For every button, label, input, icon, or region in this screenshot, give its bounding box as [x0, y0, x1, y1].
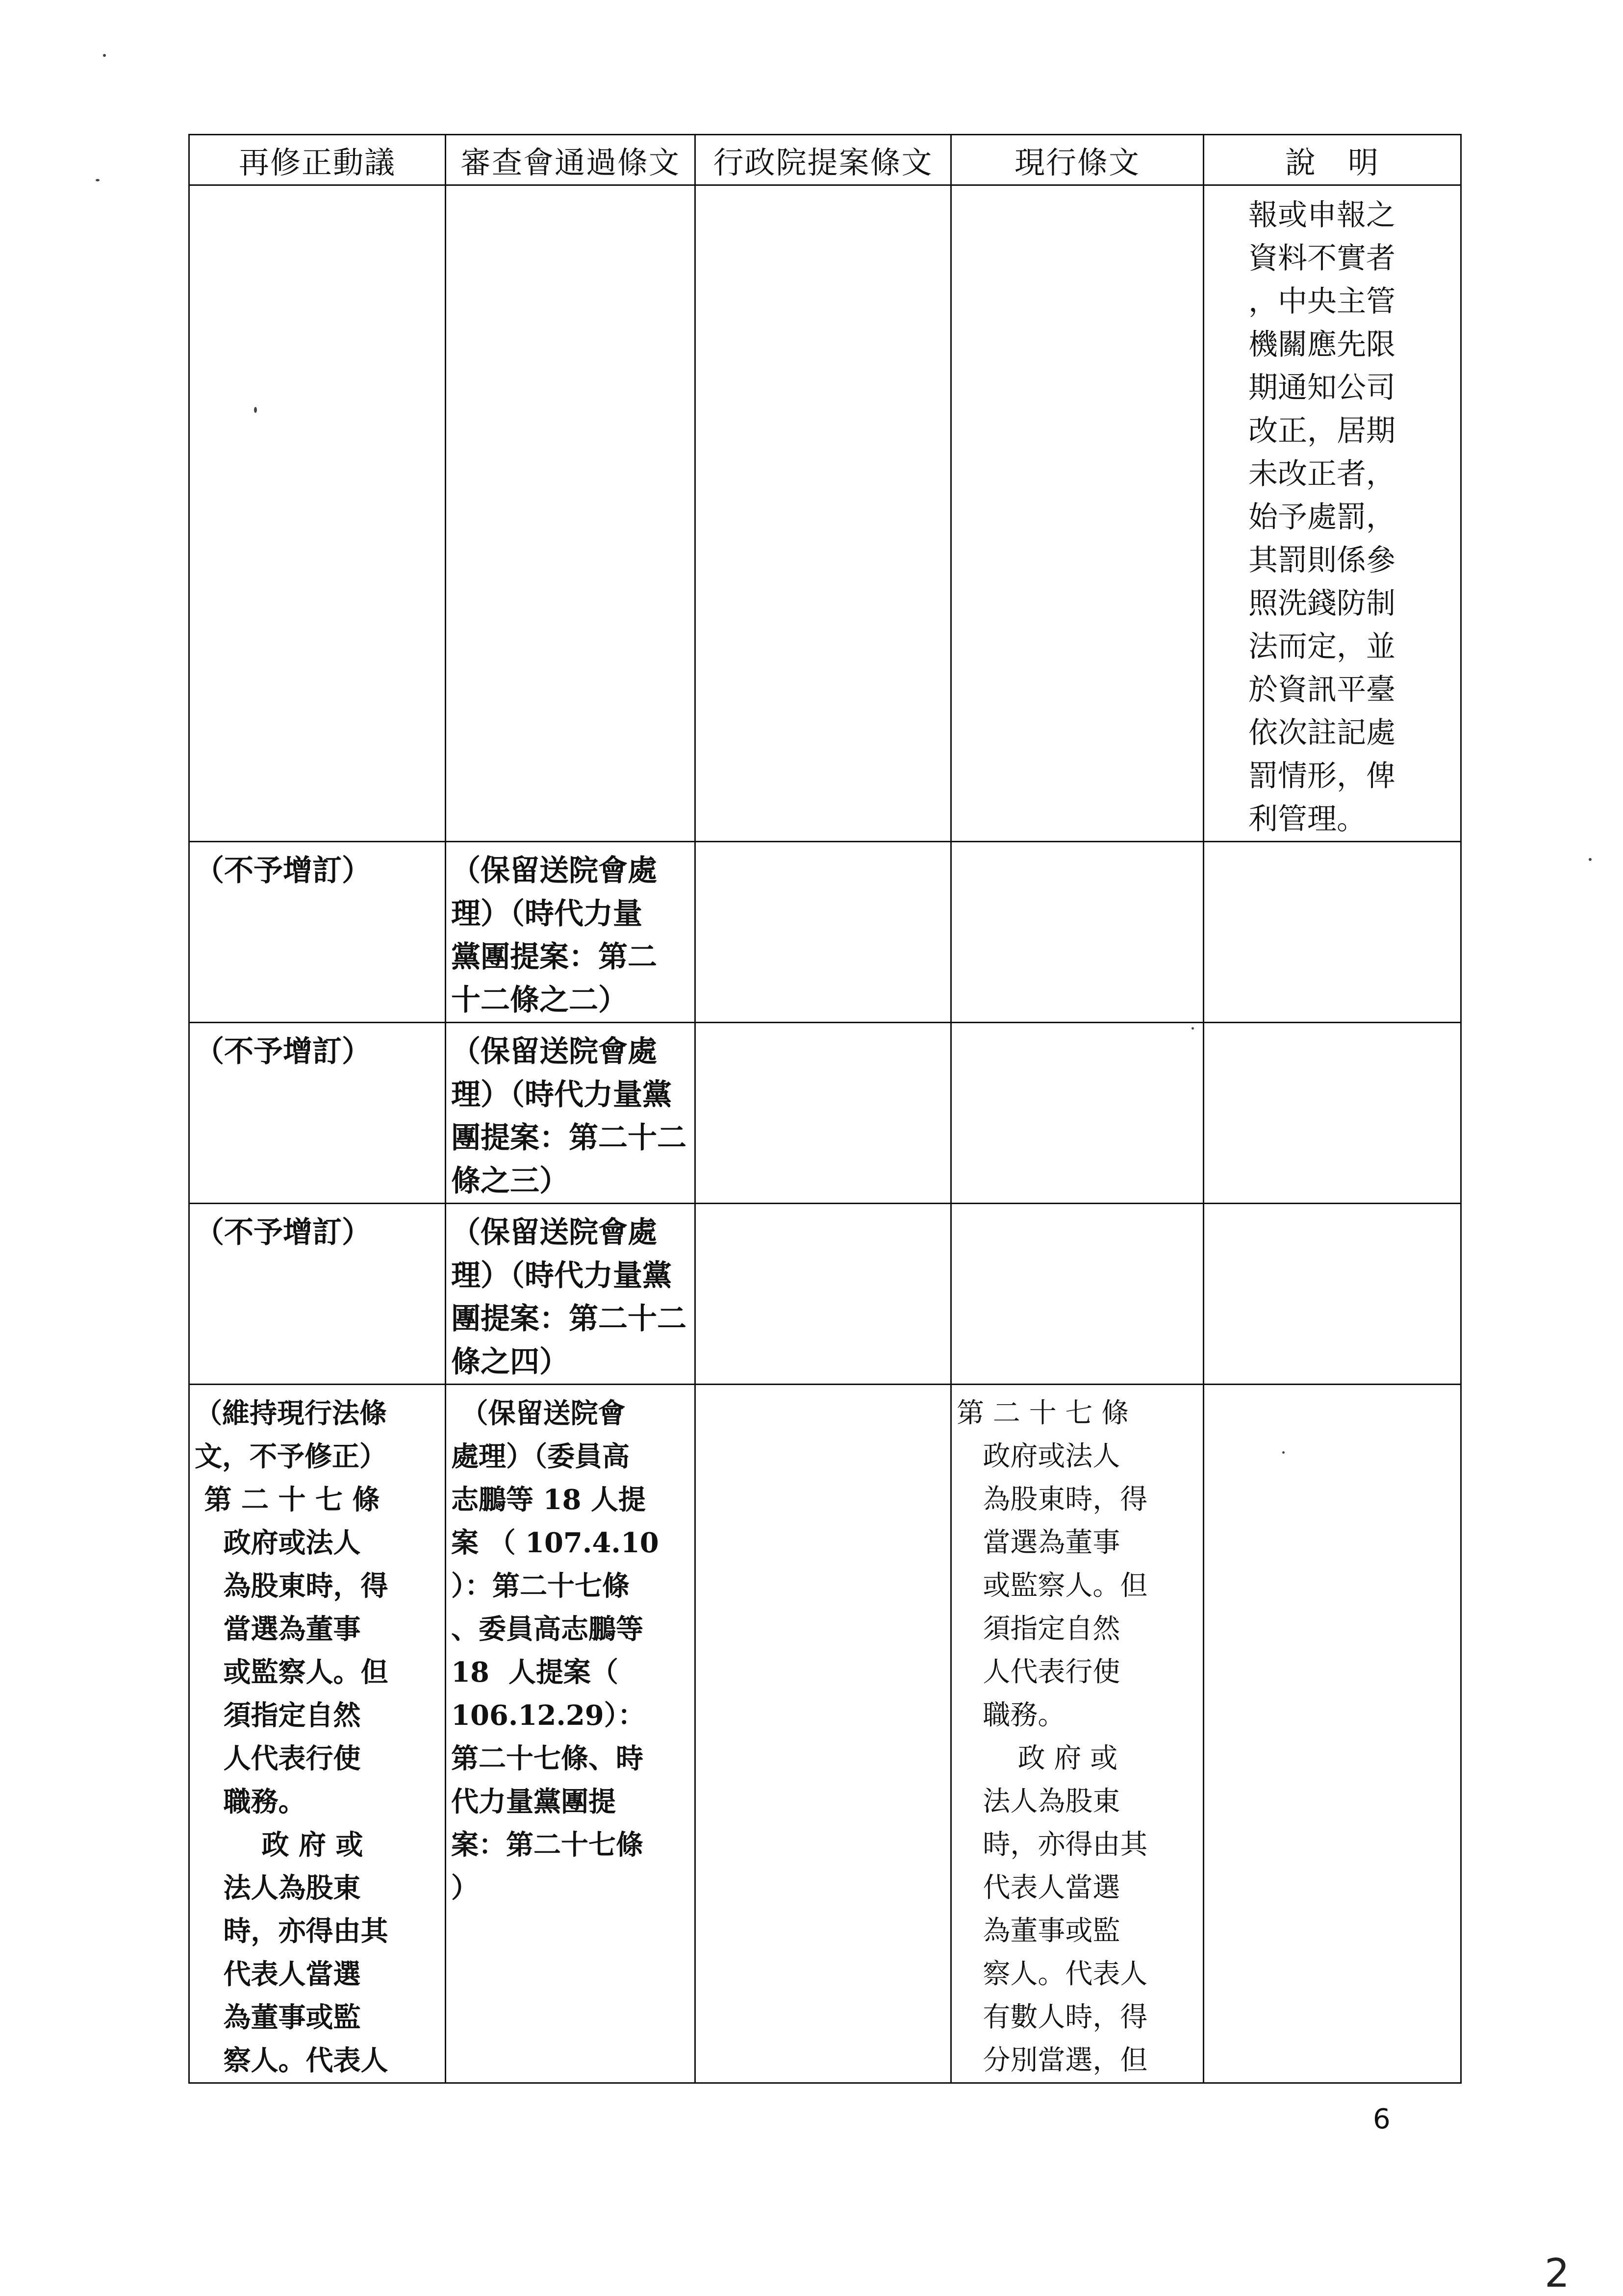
- header-cell-executive-proposal: 行政院提案條文: [695, 135, 951, 185]
- table-cell: [695, 1385, 951, 2083]
- scan-speck: [96, 179, 100, 181]
- table-cell: [695, 1204, 951, 1385]
- table-cell: [951, 185, 1204, 842]
- header-row: [189, 135, 1461, 185]
- table-cell: [951, 1204, 1204, 1385]
- explanation-cell: 報或申報之 資料不實者 ，中央主管 機關應先限 期通知公司 改正，居期 未改正者， 始予處罰， 其罰則係參 照洗錢防制 法而定，並 於資訊平臺 依次註記處 罰情形，俾 利管理。: [1204, 185, 1461, 842]
- table-cell: （保留送院會 處理）（委員高 志鵬等 18 人提 案 （ 107.4.10 ）：第二十七條 、委員高志鵬等 18 人提案（ 106.12.29）： 第二十七條、時 代力量黨團提 案：第二十七條 ）: [446, 1385, 695, 2083]
- scan-speck: [1192, 1027, 1194, 1030]
- header-cell-explanation: 說 明: [1204, 135, 1461, 185]
- table-cell: [1204, 1204, 1461, 1385]
- table-cell: （不予增訂）: [189, 842, 446, 1023]
- table-row: [189, 1385, 1461, 2083]
- table-cell: [695, 185, 951, 842]
- table-row: [189, 185, 1461, 842]
- table-cell: [446, 185, 695, 842]
- amendment-table: [188, 134, 1462, 2084]
- table-cell: [695, 1023, 951, 1204]
- header-cell-current-text: 現行條文: [951, 135, 1204, 185]
- table-row: [189, 1023, 1461, 1204]
- table-cell: [1204, 1023, 1461, 1204]
- table-cell: （保留送院會處 理）（時代力量 黨團提案：第二 十二條之二）: [446, 842, 695, 1023]
- table-row: [189, 842, 1461, 1023]
- table-cell: （維持現行法條 文，不予修正） 第 二 十 七 條 政府或法人 為股東時，得 當選為董事 或監察人。但 須指定自然 人代表行使 職務。 政 府 或 法人為股東 時，亦得由其 代表人當選 為董事或監 察人。代表人: [189, 1385, 446, 2083]
- scan-speck: [103, 54, 106, 57]
- table-cell: [1204, 1385, 1461, 2083]
- table-cell: [695, 842, 951, 1023]
- header-cell-revision-motion: 再修正動議: [189, 135, 446, 185]
- scan-speck: [1282, 1451, 1285, 1454]
- table-cell: （保留送院會處 理）（時代力量黨 團提案：第二十二 條之三）: [446, 1023, 695, 1204]
- table-cell: （保留送院會處 理）（時代力量黨 團提案：第二十二 條之四）: [446, 1204, 695, 1385]
- table-cell: [951, 842, 1204, 1023]
- table-cell: [189, 185, 446, 842]
- table-cell: [951, 1023, 1204, 1204]
- corner-mark: 2: [1545, 2250, 1570, 2296]
- table-cell: 第 二 十 七 條 政府或法人 為股東時，得 當選為董事 或監察人。但 須指定自然 人代表行使 職務。 政 府 或 法人為股東 時，亦得由其 代表人當選 為董事或監 察人。代表人 有數人時，得 分別當選，但: [951, 1385, 1204, 2083]
- page-number: 6: [1373, 2103, 1391, 2135]
- table-row: [189, 1204, 1461, 1385]
- scan-speck: [1589, 858, 1592, 861]
- table-cell: （不予增訂）: [189, 1204, 446, 1385]
- table-cell: （不予增訂）: [189, 1023, 446, 1204]
- table-cell: [1204, 842, 1461, 1023]
- scan-speck: [254, 407, 257, 413]
- header-cell-committee-text: 審查會通過條文: [446, 135, 695, 185]
